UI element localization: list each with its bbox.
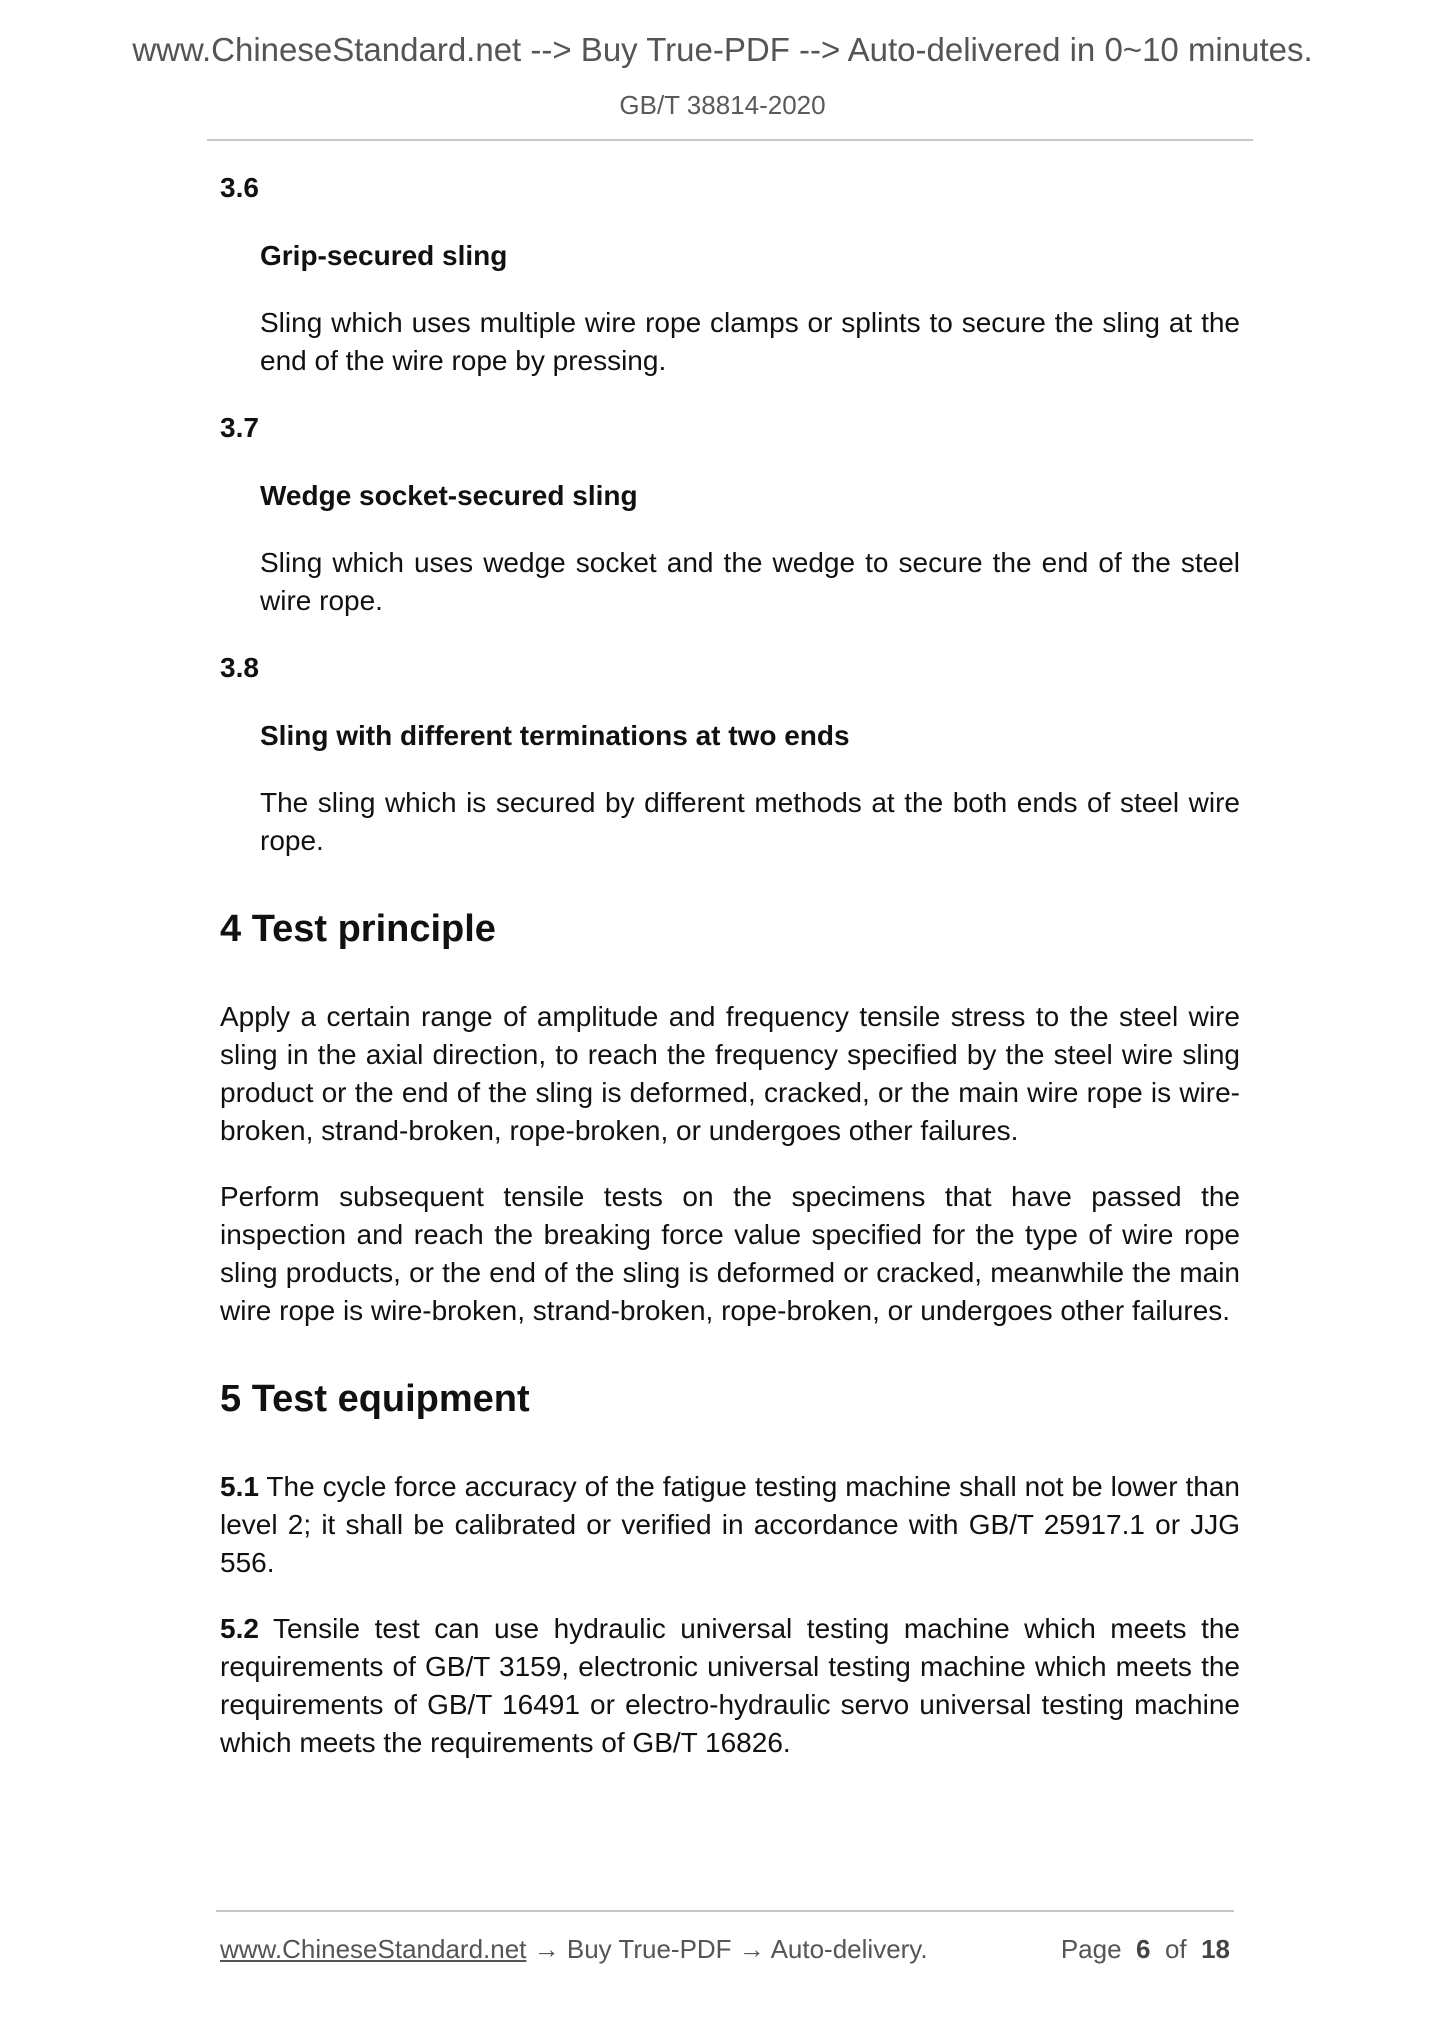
term-entry: [220, 410, 1240, 620]
section-heading-test-principle: 4 Test principle: [220, 908, 496, 950]
clause-number: 5.1: [220, 1471, 259, 1502]
term-definition: The sling which is secured by different methods at the both ends of steel wire rope.: [260, 787, 1240, 856]
term-definition: Sling which uses multiple wire rope clamps or splints to secure the sling at the end of the wire rope by pressing.: [260, 307, 1240, 376]
clause-text: Tensile test can use hydraulic universal testing machine which meets the requirements of GB/T 3159, electronic universal testing machine which meets the requirements of GB/T 16491 or electro-hydraulic servo universal testing machine which meets the requirements of GB/T 16826.: [220, 1613, 1240, 1758]
term-name: Sling with different terminations at two ends: [260, 720, 850, 751]
page-of: of: [1164, 1934, 1187, 1964]
page-label: Page: [1060, 1934, 1122, 1964]
header-divider: [207, 139, 1253, 141]
term-entry: [220, 170, 1240, 380]
standard-code: GB/T 38814-2020: [619, 90, 826, 120]
page-current: 6: [1136, 1934, 1151, 1964]
section-heading-test-equipment: 5 Test equipment: [220, 1378, 530, 1420]
top-banner: www.ChineseStandard.net --> Buy True-PDF --> Auto-delivered in 0~10 minutes.: [132, 31, 1313, 68]
paragraph: Perform subsequent tensile tests on the specimens that have passed the inspection and reach the breaking force value specified for the type of wire rope sling products, or the end of the sling is deformed or cracked, meanwhile the main wire rope is wire-broken, strand-broken, rope-broken, or undergoes other failures.: [220, 1181, 1240, 1326]
term-name: Wedge socket-secured sling: [260, 480, 638, 511]
footer-tagline: → Buy True-PDF → Auto-delivery.: [526, 1934, 928, 1964]
term-definition: Sling which uses wedge socket and the wedge to secure the end of the steel wire rope.: [260, 547, 1240, 616]
footer-divider: [216, 1910, 1234, 1912]
page-footer: [220, 1934, 1230, 1965]
page-indicator: [1061, 1934, 1230, 1965]
document-body: [220, 170, 1240, 1790]
clause-5-1: [220, 1468, 1240, 1582]
paragraph: Apply a certain range of amplitude and frequency tensile stress to the steel wire sling in the axial direction, to reach the frequency specified by the steel wire sling product or the end of the sling is deformed, cracked, or the main wire rope is wire-broken, strand-broken, rope-broken, or undergoes other failures.: [220, 1001, 1240, 1146]
term-number: 3.7: [220, 412, 259, 443]
clause-number: 5.2: [220, 1613, 259, 1644]
term-number: 3.6: [220, 172, 259, 203]
clause-text: The cycle force accuracy of the fatigue testing machine shall not be lower than level 2; it shall be calibrated or verified in accordance with GB/T 25917.1 or JJG 556.: [220, 1471, 1240, 1578]
term-name: Grip-secured sling: [260, 240, 508, 271]
clause-5-2: [220, 1610, 1240, 1762]
page-total: 18: [1201, 1934, 1230, 1964]
term-number: 3.8: [220, 652, 259, 683]
footer-site-link[interactable]: www.ChineseStandard.net: [220, 1934, 527, 1964]
term-entry: [220, 650, 1240, 860]
